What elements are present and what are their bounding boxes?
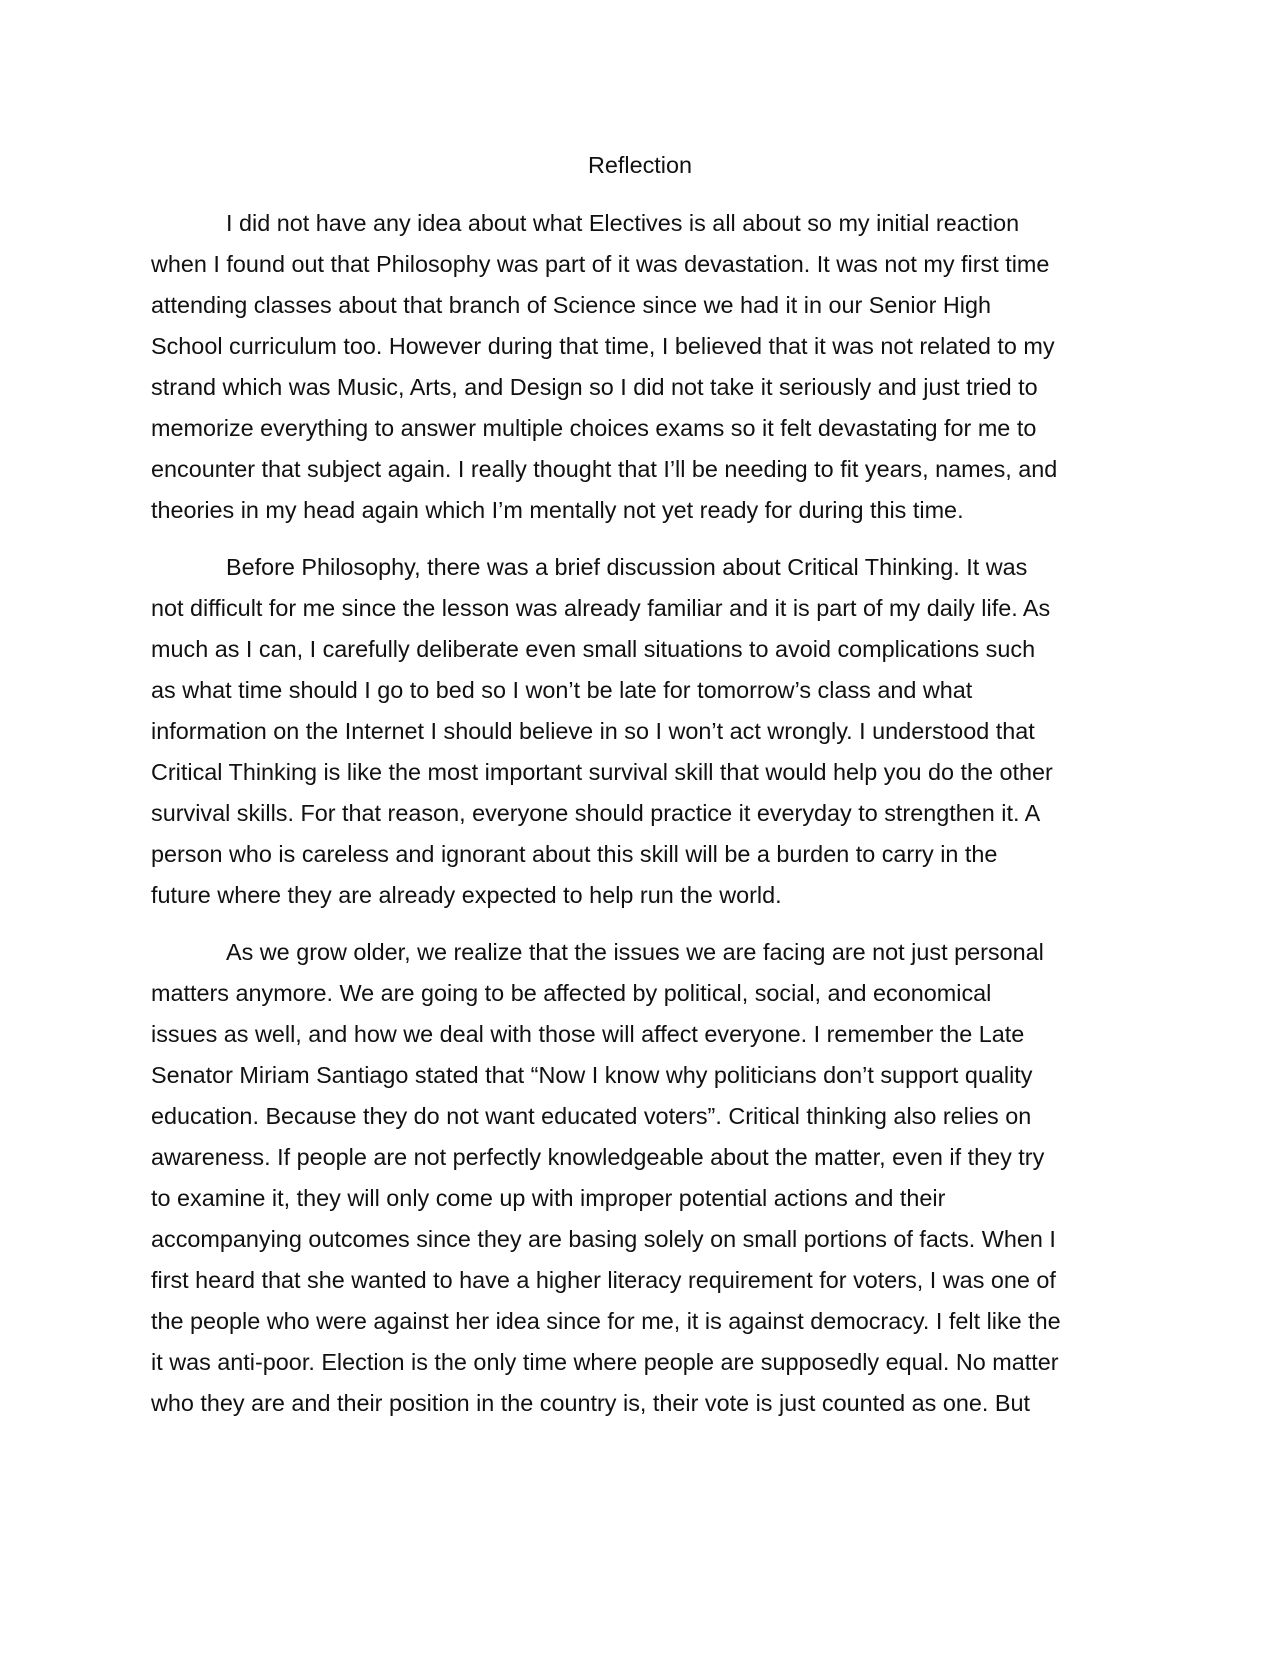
paragraph-line: attending classes about that branch of Science since we had it in our Senior High [151,292,991,318]
paragraph-line: Before Philosophy, there was a brief discussion about Critical Thinking. It was [226,554,1028,580]
paragraph-line: it was anti-poor. Election is the only time where people are supposedly equal. No matter [151,1349,1059,1375]
paragraph-line: strand which was Music, Arts, and Design so I did not take it seriously and just tried to [151,374,1038,400]
paragraph-line: Critical Thinking is like the most important survival skill that would help you do the other [151,759,1053,785]
paragraph-line: theories in my head again which I’m mentally not yet ready for during this time. [151,497,964,523]
paragraph-line: information on the Internet I should believe in so I won’t act wrongly. I understood that [151,718,1035,744]
paragraph-line: memorize everything to answer multiple choices exams so it felt devastating for me to [151,415,1037,441]
document-title: Reflection [587,152,692,178]
paragraph-line: first heard that she wanted to have a higher literacy requirement for voters, I was one of [151,1267,1056,1293]
paragraph-line: matters anymore. We are going to be affected by political, social, and economical [151,980,992,1006]
paragraph-line: as what time should I go to bed so I won’t be late for tomorrow’s class and what [151,677,973,703]
paragraph-line: the people who were against her idea since for me, it is against democracy. I felt like the [151,1308,1061,1334]
paragraph-line: accompanying outcomes since they are basing solely on small portions of facts. When I [151,1226,1056,1252]
paragraph-line: future where they are already expected to help run the world. [151,882,782,908]
paragraph-line: Senator Miriam Santiago stated that “Now I know why politicians don’t support quality [151,1062,1033,1088]
paragraph-line: much as I can, I carefully deliberate even small situations to avoid complications such [151,636,1036,662]
paragraph-line: who they are and their position in the country is, their vote is just counted as one. But [151,1390,1030,1416]
paragraph-line: awareness. If people are not perfectly knowledgeable about the matter, even if they try [151,1144,1045,1170]
paragraph-line: not difficult for me since the lesson was already familiar and it is part of my daily life. As [151,595,1051,621]
paragraph-line: As we grow older, we realize that the issues we are facing are not just personal [226,939,1044,965]
paragraph-line: School curriculum too. However during that time, I believed that it was not related to my [151,333,1055,359]
paragraph-line: issues as well, and how we deal with those will affect everyone. I remember the Late [151,1021,1025,1047]
paragraph-line: when I found out that Philosophy was part of it was devastation. It was not my first time [151,251,1050,277]
paragraph-line: to examine it, they will only come up with improper potential actions and their [151,1185,946,1211]
paragraph-line: I did not have any idea about what Electives is all about so my initial reaction [226,210,1020,236]
paragraph-line: education. Because they do not want educated voters”. Critical thinking also relies on [151,1103,1032,1129]
paragraph-line: person who is careless and ignorant about this skill will be a burden to carry in the [151,841,998,867]
paragraph-line: encounter that subject again. I really thought that I’ll be needing to fit years, names, and [151,456,1058,482]
paragraph-line: survival skills. For that reason, everyone should practice it everyday to strengthen it. A [151,800,1041,826]
